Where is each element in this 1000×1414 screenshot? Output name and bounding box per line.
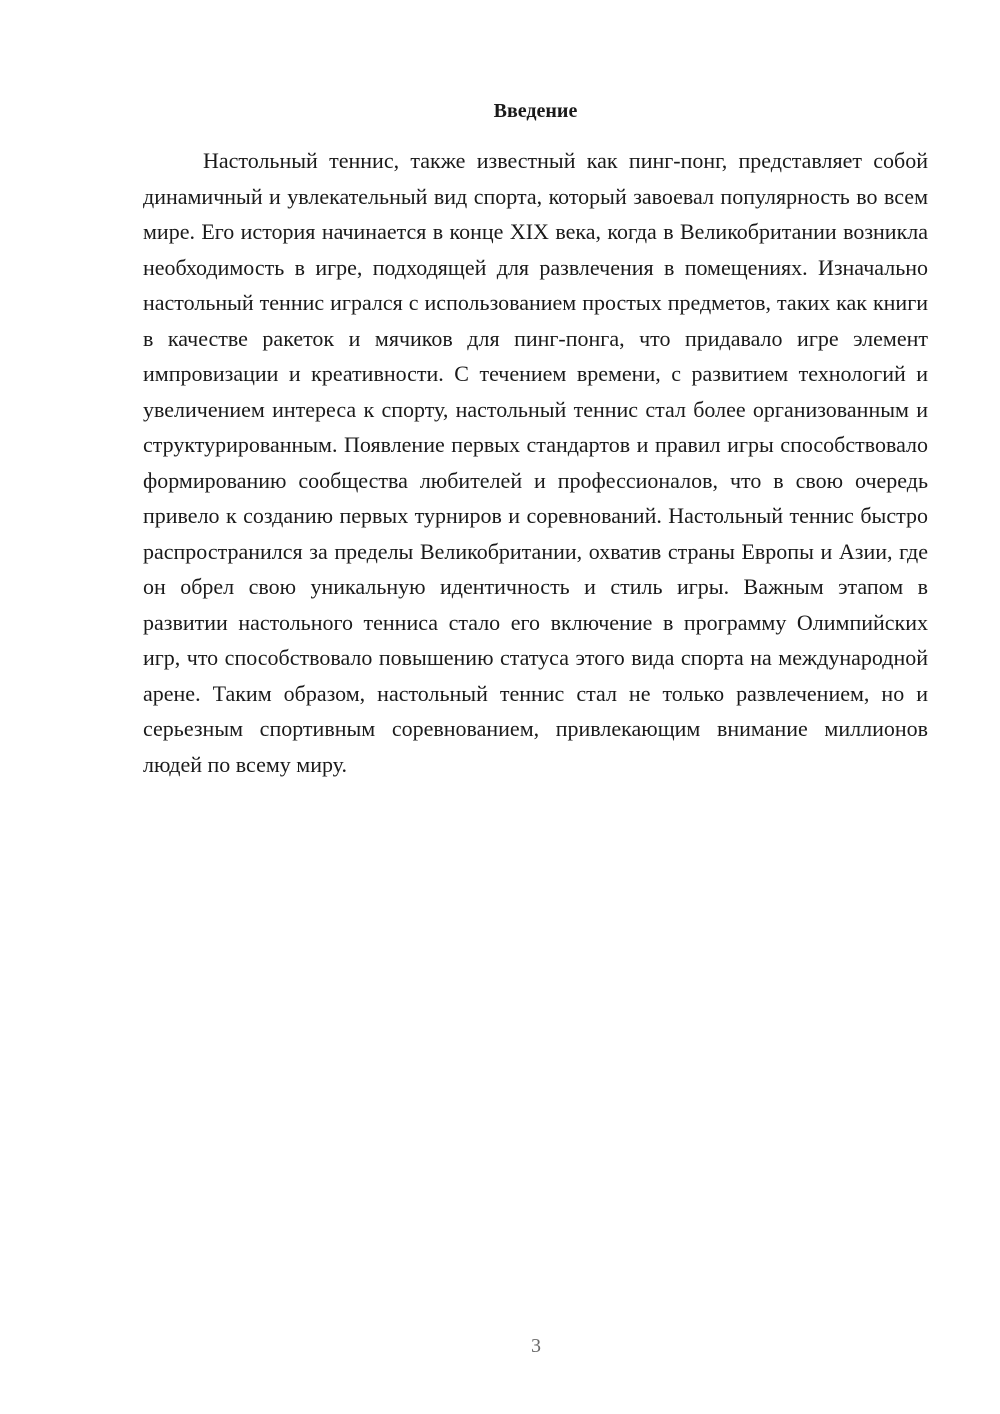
body-paragraph: Настольный теннис, также известный как пинг-понг, представляет собой динамичный и увлекательный вид спорта, который завоевал популярность во всем мире. Его история начинается в конце XIX века, когда в Великобритании возникла необходимость в игре, подходящей для развлечения в помещениях. Изначально настольный теннис игрался с использованием простых предметов, таких как книги в качестве ракеток и мячиков для пинг-понга, что придавало игре элемент импровизации и креативности. С течением времени, с развитием технологий и увеличением интереса к спорту, настольный теннис стал более организованным и структурированным. Появление первых стандартов и правил игры способствовало формированию сообщества любителей и профессионалов, что в свою очередь привело к созданию первых турниров и соревнований. Настольный теннис быстро распространился за пределы Великобритании, охватив страны Европы и Азии, где он обрел свою уникальную идентичность и стиль игры. Важным этапом в развитии настольного тенниса стало его включение в программу Олимпийских игр, что способствовало повышению статуса этого вида спорта на международной арене. Таким образом, настольный теннис стал не только развлечением, но и серьезным спортивным соревнованием, привлекающим внимание миллионов людей по всему миру.: [143, 148, 928, 777]
page-number: 3: [531, 1335, 541, 1357]
section-title: Введение: [493, 100, 578, 122]
